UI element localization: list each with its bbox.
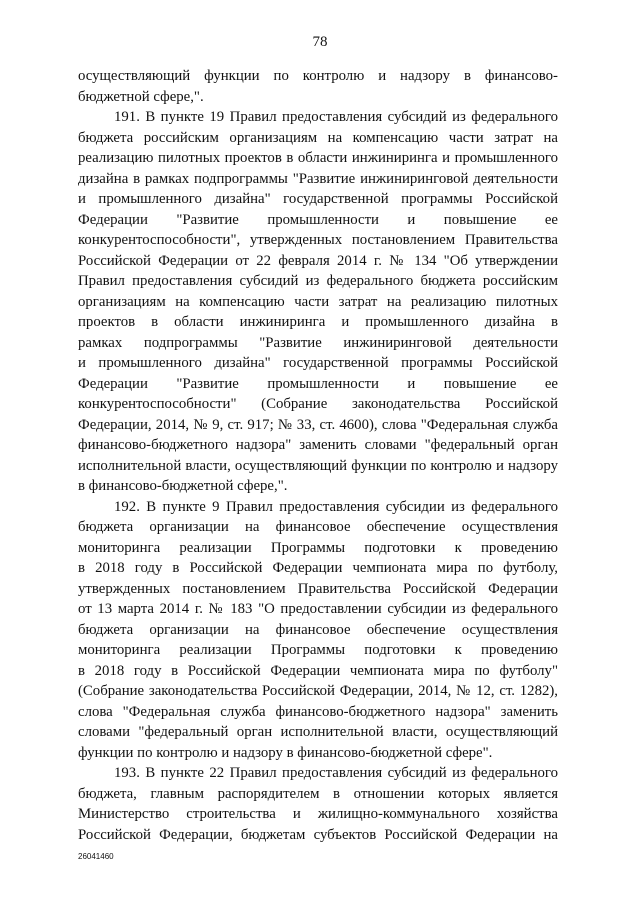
text-line: в 2018 году в Российской Федерации чемпионата мира по футболу" (78, 662, 558, 679)
text-line: исполнительной власти, осуществляющий функции по контролю и надзору (78, 457, 558, 474)
text-line: в финансово-бюджетной сфере,". (78, 478, 288, 494)
text-line: 193. В пункте 22 Правил предоставления субсидий из федерального (114, 765, 558, 781)
text-line: осуществляющий функции по контролю и надзору в финансово- (78, 68, 558, 84)
text-line: Правил предоставления субсидий из федерального бюджета российским (78, 273, 558, 289)
text-line: Федерации "Развитие промышленности и повышение ее (78, 375, 558, 392)
text-line: (Собрание законодательства Российской Федерации, 2014, № 12, ст. 1282), (78, 683, 558, 699)
text-line: функции по контролю и надзору в финансово-бюджетной сфере". (78, 744, 493, 761)
text-line: конкурентоспособности", утвержденных постановлением Правительства (78, 232, 558, 248)
text-line: Российской Федерации, бюджетам субъектов Российской Федерации на (78, 826, 558, 843)
text-line: рамках подпрограммы "Развитие инжиниринговой деятельности (78, 334, 558, 351)
text-line: финансово-бюджетного надзора" заменить словами "федеральный орган (78, 437, 558, 453)
text-line: 191. В пункте 19 Правил предоставления субсидий из федерального (114, 109, 558, 125)
text-line: проектов в области инжиниринга и промышленного дизайна в (78, 314, 558, 330)
text-line: утвержденных постановлением Правительства Российской Федерации (78, 580, 558, 597)
text-line: конкурентоспособности" (Собрание законодательства Российской (78, 396, 558, 412)
text-line: и промышленного дизайна" государственной программы Российской (78, 191, 558, 207)
document-body (78, 66, 558, 845)
text-line: слова "Федеральная служба финансово-бюджетного надзора" заменить (78, 703, 558, 720)
text-line: Министерство строительства и жилищно-коммунального хозяйства (78, 806, 558, 822)
text-line: Федерации, 2014, № 9, ст. 917; № 33, ст. 4600), слова "Федеральная служба (78, 416, 558, 433)
document-code: 26041460 (78, 852, 114, 861)
text-line: бюджета организации на финансовое обеспечение осуществления (78, 519, 558, 535)
text-line: дизайна в рамках подпрограммы "Развитие инжиниринговой деятельности (78, 170, 558, 187)
text-line: бюджета организации на финансовое обеспечение осуществления (78, 621, 558, 638)
text-line: в 2018 году в Российской Федерации чемпионата мира по футболу, (78, 560, 558, 576)
text-line: 192. В пункте 9 Правил предоставления субсидии из федерального (114, 498, 558, 515)
text-line: организациям на компенсацию части затрат на реализацию пилотных (78, 293, 558, 310)
text-line: мониторинга реализации Программы подготовки к проведению (78, 539, 558, 556)
text-line: бюджета, главным распорядителем в отношении которых является (78, 785, 558, 802)
page-number: 78 (312, 34, 328, 50)
text-line: бюджета российским организациям на компенсацию части затрат на (78, 129, 558, 146)
text-line: реализацию пилотных проектов в области инжиниринга и промышленного (78, 150, 558, 166)
text-line: бюджетной сфере,". (78, 88, 204, 105)
text-line: и промышленного дизайна" государственной программы Российской (78, 355, 558, 371)
text-line: Российской Федерации от 22 февраля 2014 г. № 134 "Об утверждении (78, 252, 558, 269)
text-line: от 13 марта 2014 г. № 183 "О предоставлении субсидии из федерального (78, 601, 558, 617)
text-line: словами "федеральный орган исполнительной власти, осуществляющий (78, 724, 558, 740)
text-line: мониторинга реализации Программы подготовки к проведению (78, 642, 558, 658)
text-line: Федерации "Развитие промышленности и повышение ее (78, 211, 558, 228)
